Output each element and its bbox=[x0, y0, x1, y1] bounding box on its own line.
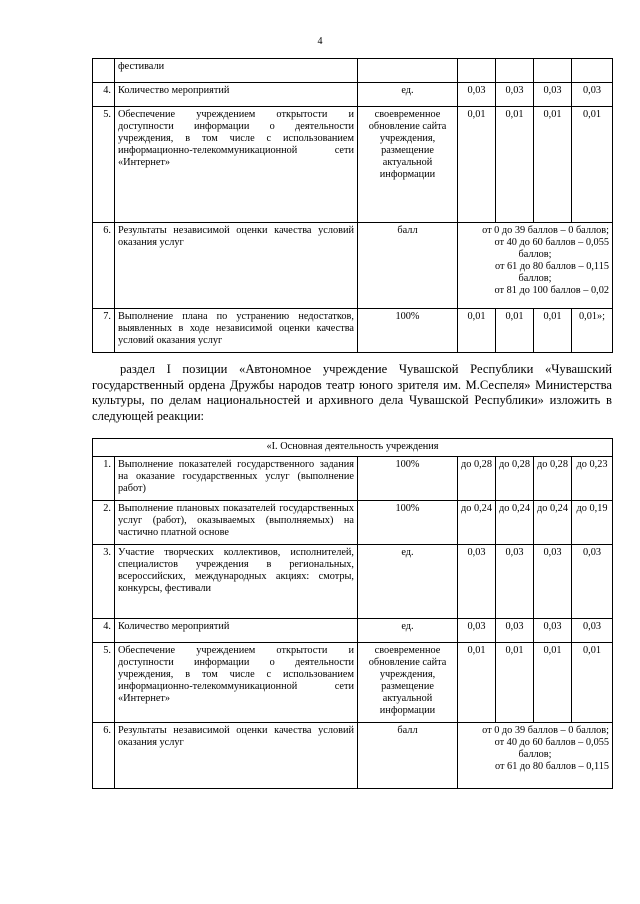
criterion-text: Количество мероприятий bbox=[115, 619, 358, 643]
score-range-line: от 0 до 39 баллов – 0 баллов; bbox=[482, 225, 609, 236]
unit-cell: ед. bbox=[358, 619, 458, 643]
weight-value: до 0,28 bbox=[534, 457, 572, 501]
unit-cell: своевременное обновление сайта учреждения, размещение актуальной информации bbox=[358, 643, 458, 723]
table-row bbox=[93, 83, 613, 107]
table-row bbox=[93, 643, 613, 723]
table-row bbox=[93, 723, 613, 789]
criterion-text: Обеспечение учреждением открытости и доступности информации о деятельности учреждения, в том числе с использованием информационно-телекоммуникационной сети «Интернет» bbox=[115, 643, 358, 723]
table-row bbox=[93, 59, 613, 83]
row-number: 7. bbox=[93, 309, 115, 353]
weight-value: 0,01 bbox=[496, 309, 534, 353]
unit-cell: балл bbox=[358, 723, 458, 789]
unit-cell: своевременное обновление сайта учреждения, размещение актуальной информации bbox=[358, 107, 458, 223]
criterion-text: Выполнение плана по устранению недостатков, выявленных в ходе независимой оценки качества условий оказания услуг bbox=[115, 309, 358, 353]
score-range-line: от 61 до 80 баллов – 0,115 bbox=[494, 761, 610, 772]
unit-cell: 100% bbox=[358, 457, 458, 501]
table-row bbox=[93, 545, 613, 619]
weight-value: 0,01 bbox=[458, 309, 496, 353]
table-row bbox=[93, 223, 613, 309]
table-row bbox=[93, 457, 613, 501]
weight-value: 0,03 bbox=[496, 545, 534, 619]
row-number: 3. bbox=[93, 545, 115, 619]
criterion-text: Количество мероприятий bbox=[115, 83, 358, 107]
weight-value: 0,01 bbox=[496, 643, 534, 723]
weight-value: 0,03 bbox=[572, 83, 613, 107]
criterion-text: Обеспечение учреждением открытости и доступности информации о деятельности учреждения, в том числе с использованием информационно-телекоммуникационной сети «Интернет» bbox=[115, 107, 358, 223]
score-range-line: баллов; bbox=[518, 273, 552, 284]
weight-value: 0,03 bbox=[496, 83, 534, 107]
criterion-text: Результаты независимой оценки качества условий оказания услуг bbox=[115, 723, 358, 789]
amendment-paragraph: раздел I позиции «Автономное учреждение Чувашской Республики «Чувашский государственный ордена Дружбы народов театр юного зрителя им. М.Сеспеля» Министерства культуры, по делам национальностей и архивного дела Чувашской Республики» изложить в следующей реакции: bbox=[92, 362, 612, 423]
weight-value: 0,01 bbox=[534, 309, 572, 353]
row-number: 6. bbox=[93, 723, 115, 789]
weight-value: до 0,28 bbox=[496, 457, 534, 501]
weight-value: 0,03 bbox=[458, 619, 496, 643]
weight-value: 0,01 bbox=[572, 107, 613, 223]
weight-value: 0,03 bbox=[458, 83, 496, 107]
weight-value bbox=[496, 59, 534, 83]
criterion-text: Выполнение плановых показателей государственных услуг (работ), оказываемых (выполняемых) на частично платной основе bbox=[115, 501, 358, 545]
weight-value: 0,01 bbox=[534, 107, 572, 223]
unit-cell bbox=[358, 59, 458, 83]
row-number bbox=[93, 59, 115, 83]
section-title: «I. Основная деятельность учреждения bbox=[93, 439, 613, 457]
weight-value: 0,03 bbox=[572, 545, 613, 619]
weight-value bbox=[572, 59, 613, 83]
criterion-text: фестивали bbox=[115, 59, 358, 83]
weight-value: 0,03 bbox=[572, 619, 613, 643]
row-number: 5. bbox=[93, 107, 115, 223]
score-range-cell bbox=[458, 723, 613, 789]
weight-value: 0,03 bbox=[534, 545, 572, 619]
unit-cell: балл bbox=[358, 223, 458, 309]
table-row bbox=[93, 309, 613, 353]
table-row bbox=[93, 501, 613, 545]
weight-value bbox=[458, 59, 496, 83]
unit-cell: 100% bbox=[358, 501, 458, 545]
weight-value: 0,01 bbox=[534, 643, 572, 723]
criteria-table-continued bbox=[92, 58, 613, 353]
row-number: 1. bbox=[93, 457, 115, 501]
score-range-line: баллов; bbox=[518, 249, 552, 260]
weight-value: 0,03 bbox=[534, 619, 572, 643]
weight-value: до 0,19 bbox=[572, 501, 613, 545]
score-range-line: от 81 до 100 баллов – 0,02 bbox=[494, 285, 609, 296]
weight-value: 0,01»; bbox=[572, 309, 613, 353]
row-number: 4. bbox=[93, 83, 115, 107]
score-range-line: баллов; bbox=[518, 749, 552, 760]
weight-value bbox=[534, 59, 572, 83]
weight-value: 0,01 bbox=[458, 107, 496, 223]
table-row bbox=[93, 619, 613, 643]
criterion-text: Результаты независимой оценки качества условий оказания услуг bbox=[115, 223, 358, 309]
weight-value: до 0,23 bbox=[572, 457, 613, 501]
row-number: 5. bbox=[93, 643, 115, 723]
criteria-table-new bbox=[92, 438, 613, 789]
weight-value: до 0,24 bbox=[534, 501, 572, 545]
weight-value: до 0,24 bbox=[496, 501, 534, 545]
score-range-line: от 0 до 39 баллов – 0 баллов; bbox=[482, 725, 610, 736]
row-number: 2. bbox=[93, 501, 115, 545]
weight-value: 0,03 bbox=[458, 545, 496, 619]
row-number: 4. bbox=[93, 619, 115, 643]
weight-value: 0,01 bbox=[458, 643, 496, 723]
unit-cell: ед. bbox=[358, 545, 458, 619]
weight-value: до 0,28 bbox=[458, 457, 496, 501]
score-range-line: от 61 до 80 баллов – 0,115 bbox=[494, 261, 609, 272]
criterion-text: Участие творческих коллективов, исполнителей, специалистов учреждения в региональных, всероссийских, международных акциях: смотры, конкурсы, фестивали bbox=[115, 545, 358, 619]
criterion-text: Выполнение показателей государственного задания на оказание государственных услуг (выполнение работ) bbox=[115, 457, 358, 501]
score-range-cell bbox=[458, 223, 613, 309]
unit-cell: ед. bbox=[358, 83, 458, 107]
page-number: 4 bbox=[317, 36, 323, 47]
table-row bbox=[93, 107, 613, 223]
row-number: 6. bbox=[93, 223, 115, 309]
weight-value: 0,01 bbox=[572, 643, 613, 723]
weight-value: 0,03 bbox=[534, 83, 572, 107]
weight-value: 0,01 bbox=[496, 107, 534, 223]
score-range-line: от 40 до 60 баллов – 0,055 bbox=[494, 737, 610, 748]
weight-value: 0,03 bbox=[496, 619, 534, 643]
weight-value: до 0,24 bbox=[458, 501, 496, 545]
section-title-row bbox=[93, 439, 613, 457]
unit-cell: 100% bbox=[358, 309, 458, 353]
score-range-line: от 40 до 60 баллов – 0,055 bbox=[494, 237, 609, 248]
